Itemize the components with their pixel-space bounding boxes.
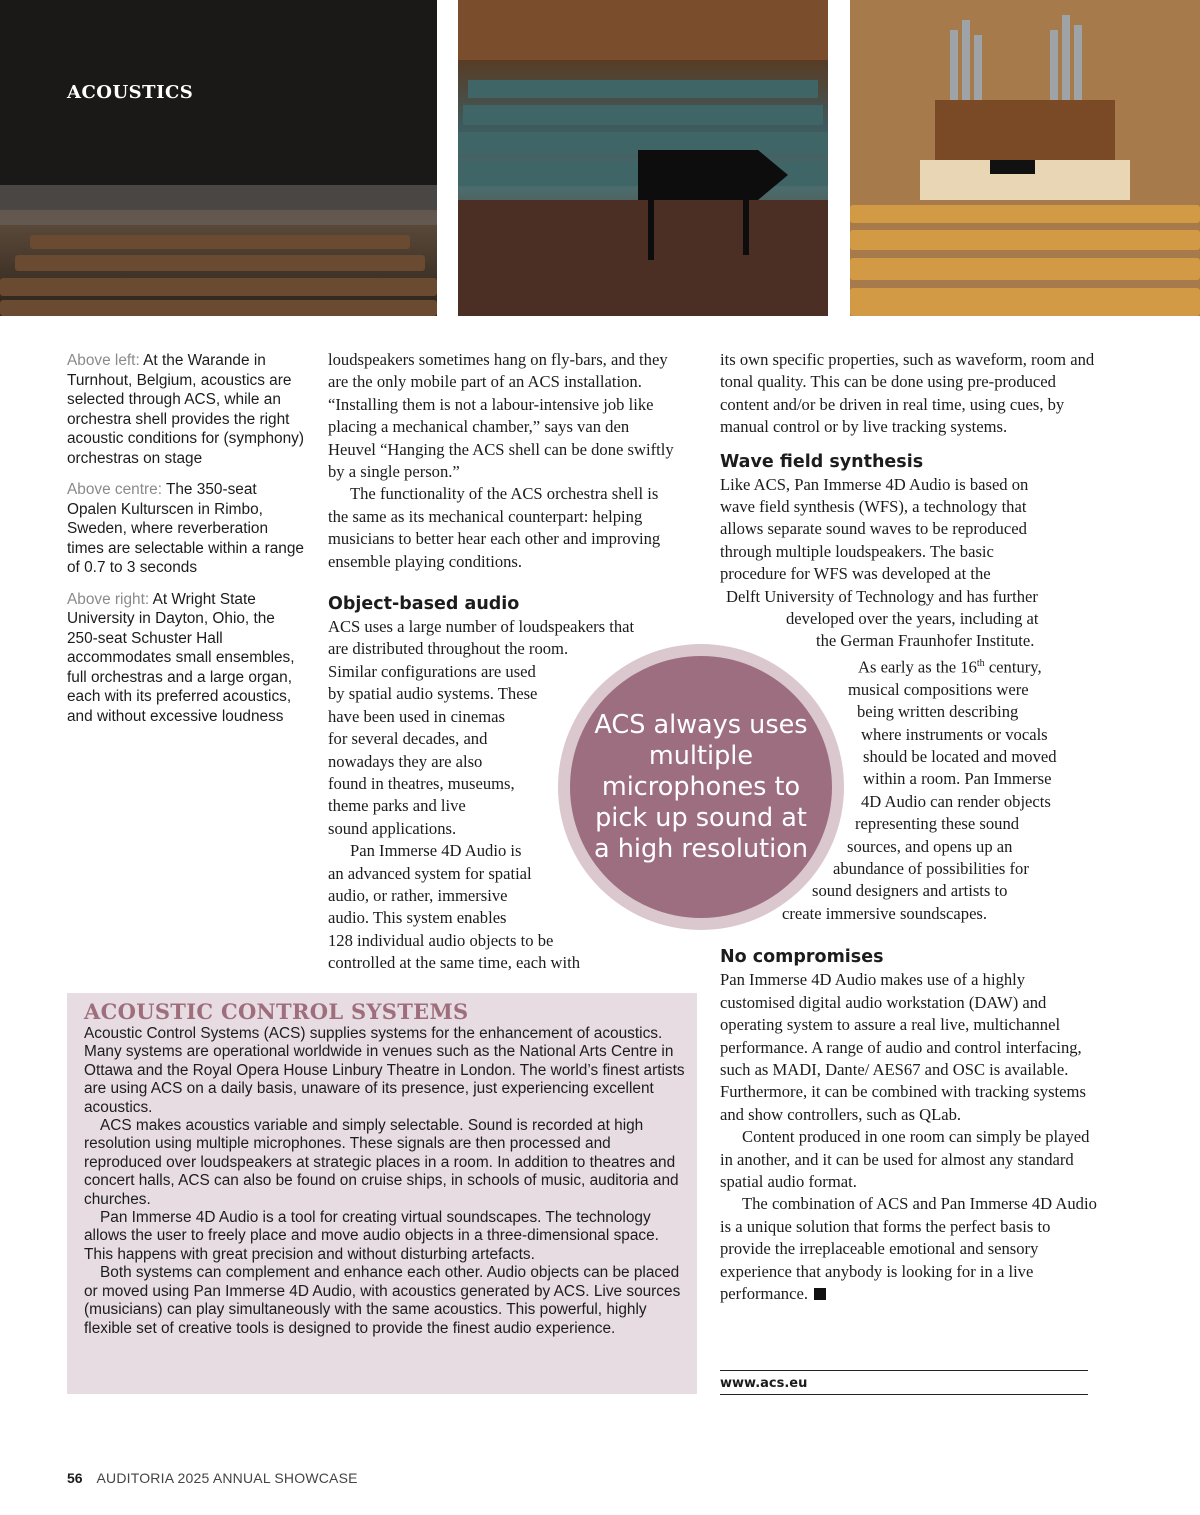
text-line: the German Fraunhofer Institute. xyxy=(816,631,1035,651)
section-label: ACOUSTICS xyxy=(67,82,194,103)
caption-above-centre xyxy=(67,480,305,578)
caption-text: At the Warande in Turnhout, Belgium, acoustics are selected through ACS, while an orchestra shell provides the right acoustic conditions for (symphony) orchestras on stage xyxy=(67,352,304,467)
text-line: sources, and opens up an xyxy=(847,836,1013,856)
caption-above-left xyxy=(67,351,305,468)
heading-no-compromises: No compromises xyxy=(720,947,884,968)
publication-name: AUDITORIA 2025 ANNUAL SHOWCASE xyxy=(96,1470,358,1486)
body-paragraph: Pan Immerse 4D Audio makes use of a highly customised digital audio workstation (DAW) and operating system to assure a real live, multichannel performance. A range of audio and control interfacing, such as MADI, Dante/ AES67 and OSC is available. Furthermore, it can be combined with tracking systems and show controllers, such as QLab. xyxy=(720,970,1086,1124)
sidebar-paragraph: Pan Immerse 4D Audio is a tool for creating virtual soundscapes. The technology allows the user to freely place and move audio objects in a three-dimensional space. This happens with great precision and without disturbing artefacts. xyxy=(84,1209,659,1263)
text-line: Pan Immerse 4D Audio is xyxy=(350,841,522,861)
text-line: ACS uses a large number of loudspeakers that xyxy=(328,617,635,637)
text-line: Similar configurations are used xyxy=(328,661,536,681)
heading-wave-field-synthesis: Wave field synthesis xyxy=(720,451,924,472)
text-line: 128 individual audio objects to be xyxy=(328,930,554,950)
text-line: representing these sound xyxy=(855,814,1020,834)
auditorium-seats-graphic xyxy=(0,0,437,316)
text-line: Like ACS, Pan Immerse 4D Audio is based on xyxy=(720,474,1029,494)
divider-rule xyxy=(720,1394,1088,1395)
text-line: nowadays they are also xyxy=(328,751,483,771)
text-line: sound designers and artists to xyxy=(812,881,1008,901)
photo-schuster-hall xyxy=(850,0,1200,316)
caption-text: At Wright State University in Dayton, Ohio, the 250-seat Schuster Hall accommodates small ensembles, full orchestras and a large organ, each with its preferred acoustics, and without excessive loudness xyxy=(67,590,295,725)
body-paragraph xyxy=(720,1193,1100,1305)
text-line: audio, or rather, immersive xyxy=(328,885,508,905)
text-line: are distributed throughout the room. xyxy=(328,639,569,659)
text-line: for several decades, and xyxy=(328,729,488,749)
body-paragraph: loudspeakers sometimes hang on fly-bars, and they are the only mobile part of an ACS installation. “Installing them is not a labour-intensive job like placing a mechanical chamber,” says van den Heuvel “Hanging the ACS shell can be done swiftly by a single person.” xyxy=(328,350,674,482)
text-line: Delft University of Technology and has further xyxy=(726,586,1038,606)
text-line: abundance of possibilities for xyxy=(833,859,1029,879)
sidebar-paragraph: Acoustic Control Systems (ACS) supplies systems for the enhancement of acoustics. Many systems are operational worldwide in venues such as the National Arts Centre in Ottawa and the Royal Opera House Linbury Theatre in London. The world’s finest artists are using ACS on a daily basis, unaware of its presence, just experiencing excellent acoustics. xyxy=(84,1025,685,1116)
end-of-article-mark xyxy=(814,1288,826,1300)
text-line: procedure for WFS was developed at the xyxy=(720,564,991,584)
text-line: within a room. Pan Immerse xyxy=(863,769,1052,789)
text-line: by spatial audio systems. These xyxy=(328,684,538,704)
text-line: 4D Audio can render objects xyxy=(861,791,1051,811)
text-line: being written describing xyxy=(857,702,1019,722)
page-number: 56 xyxy=(67,1470,83,1486)
sidebar-paragraph: Both systems can complement and enhance each other. Audio objects can be placed or moved using Pan Immerse 4D Audio, with acoustics generated by ACS. Live sources (musicians) can play simultaneously with the same acoustics. This powerful, highly flexible set of creative tools is designed to provide the finest audio experience. xyxy=(84,1264,681,1337)
text-line: sound applications. xyxy=(328,818,457,838)
page-footer xyxy=(67,1470,358,1486)
superscript: th xyxy=(976,657,985,669)
website-link[interactable]: www.acs.eu xyxy=(720,1376,808,1391)
text-line: found in theatres, museums, xyxy=(328,773,515,793)
text-line: where instruments or vocals xyxy=(861,724,1048,744)
caption-label: Above centre: xyxy=(67,481,162,498)
divider-rule xyxy=(720,1370,1088,1371)
text-line: should be located and moved xyxy=(863,747,1057,767)
piano-auditorium-graphic xyxy=(458,0,828,316)
text-fragment: century, xyxy=(984,657,1042,677)
caption-label: Above right: xyxy=(67,590,150,608)
body-paragraph: its own specific properties, such as waveform, room and tonal quality. This can be done using pre-produced content and/or be driven in real time, using cues, by manual control or by live tracking systems. xyxy=(720,350,1095,437)
photo-opalen-auditorium xyxy=(458,0,828,316)
text-line: an advanced system for spatial xyxy=(328,863,532,883)
photo-warande-auditorium xyxy=(0,0,437,316)
organ-hall-graphic xyxy=(850,0,1200,316)
text-line: through multiple loudspeakers. The basic xyxy=(720,541,994,561)
sidebar-paragraph: ACS makes acoustics variable and simply selectable. Sound is recorded at high resolution using multiple microphones. These signals are then processed and reproduced over loudspeakers at strategic places in a room. In addition to theatres and concert halls, ACS can also be found on cruise ships, in schools of music, auditoria and churches. xyxy=(84,1117,679,1208)
caption-label: Above left: xyxy=(67,352,140,369)
caption-above-right xyxy=(67,590,305,727)
sidebar-title: ACOUSTIC CONTROL SYSTEMS xyxy=(84,999,469,1024)
text-line: have been used in cinemas xyxy=(328,706,505,726)
text-line: controlled at the same time, each with xyxy=(328,953,581,973)
text-line: audio. This system enables xyxy=(328,908,507,928)
text-line: create immersive soundscapes. xyxy=(782,903,988,923)
sidebar-body xyxy=(84,1025,689,1338)
sidebar-box-acs xyxy=(67,993,697,1394)
text-line: musical compositions were xyxy=(848,679,1029,699)
caption-text: The 350-seat Opalen Kulturscen in Rimbo, Sweden, where reverberation times are selectable within a range of 0.7 to 3 seconds xyxy=(67,481,304,576)
pull-quote-circle xyxy=(558,644,844,930)
text-fragment: As early as the 16 xyxy=(858,657,977,677)
heading-object-based-audio: Object-based audio xyxy=(328,594,520,615)
body-paragraph: Content produced in one room can simply be played in another, and it can be used for almost any standard spatial audio format. xyxy=(720,1127,1090,1191)
pull-quote-inner xyxy=(570,656,832,918)
photo-captions xyxy=(67,351,305,738)
body-text: The combination of ACS and Pan Immerse 4D Audio is a unique solution that forms the perfect basis to provide the irreplaceable emotional and sensory experience that anybody is looking for in a live performance. xyxy=(720,1194,1097,1303)
text-line: wave field synthesis (WFS), a technology that xyxy=(720,497,1027,517)
text-line: allows separate sound waves to be reproduced xyxy=(720,519,1027,539)
pull-quote-text: ACS always uses multiple microphones to pick up sound at a high resolution xyxy=(593,709,809,864)
text-line: theme parks and live xyxy=(328,796,466,816)
text-line: developed over the years, including at xyxy=(786,609,1039,629)
body-paragraph: The functionality of the ACS orchestra shell is the same as its mechanical counterpart: helping musicians to better hear each other and improving ensemble playing conditions. xyxy=(328,484,661,571)
